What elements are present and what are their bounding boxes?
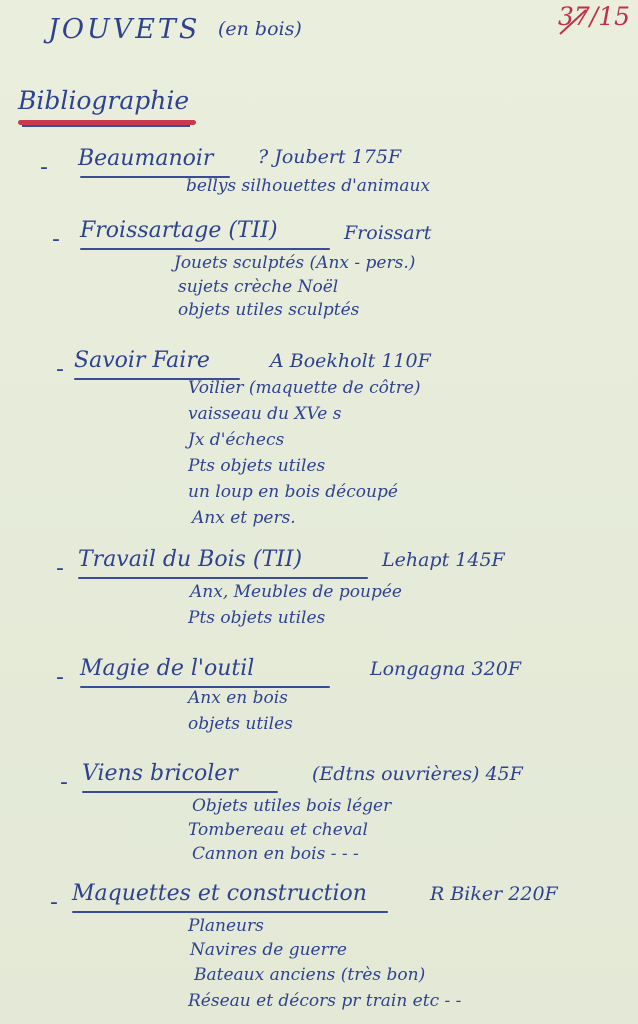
entry-note: ? Joubert 175F (258, 146, 402, 168)
entry-bullet: - (40, 155, 48, 180)
entry-bullet: - (56, 556, 64, 581)
entry-note: R Biker 220F (430, 883, 558, 905)
entry-item: un loup en bois découpé (188, 482, 398, 502)
entry-title-underline (82, 791, 278, 793)
entry-note: A Boekholt 110F (270, 350, 431, 372)
entry-note: Lehapt 145F (382, 549, 505, 571)
entry-bullet: - (60, 770, 68, 795)
section-heading-blue-underline (22, 125, 190, 127)
entry-note: (Edtns ouvrières) 45F (312, 763, 523, 785)
entry-title: Magie de l'outil (80, 656, 255, 681)
entry-item: vaisseau du XVe s (188, 404, 342, 424)
page-title-note: (en bois) (218, 18, 302, 40)
section-heading: Bibliographie (18, 86, 190, 115)
entry-bullet: - (56, 665, 64, 690)
entry-title-underline (80, 248, 330, 250)
entry-item: Anx et pers. (192, 508, 296, 528)
entry-item: objets utiles sculptés (178, 300, 360, 320)
entry-item: Tombereau et cheval (188, 820, 368, 840)
entry-bullet: - (52, 227, 60, 252)
entry-item: Anx, Meubles de poupée (190, 582, 402, 602)
entry-item: Objets utiles bois léger (192, 796, 392, 816)
entry-title: Savoir Faire (74, 348, 210, 373)
entry-title: Froissartage (TII) (80, 218, 278, 243)
entry-bullet: - (56, 357, 64, 382)
entry-item: bellys silhouettes d'animaux (186, 176, 431, 196)
entry-item: Réseau et décors pr train etc - - (188, 991, 462, 1011)
entry-title-underline (78, 577, 368, 579)
entry-title: Viens bricoler (82, 761, 238, 786)
entry-item: Voilier (maquette de côtre) (188, 378, 421, 398)
entry-title-underline (72, 911, 388, 913)
entry-item: Navires de guerre (190, 940, 347, 960)
entry-item: Pts objets utiles (188, 456, 326, 476)
entry-note: Froissart (344, 222, 432, 244)
entry-note: Longagna 320F (370, 658, 521, 680)
entry-title: Travail du Bois (TII) (78, 547, 303, 572)
reference-number: 37/15 (557, 2, 630, 31)
entry-title: Beaumanoir (78, 146, 214, 171)
entry-item: Bateaux anciens (très bon) (194, 965, 426, 985)
entry-bullet: - (50, 890, 58, 915)
entry-item: Jx d'échecs (188, 430, 285, 450)
entry-item: Pts objets utiles (188, 608, 326, 628)
page-title: JOUVETS (48, 14, 201, 45)
entry-item: Planeurs (188, 916, 264, 936)
entry-title: Maquettes et construction (72, 881, 367, 906)
entry-item: sujets crèche Noël (178, 277, 339, 297)
entry-item: Anx en bois (188, 688, 288, 708)
entry-item: objets utiles (188, 714, 293, 734)
entry-item: Jouets sculptés (Anx - pers.) (174, 253, 416, 273)
entry-item: Cannon en bois - - - (192, 844, 359, 864)
